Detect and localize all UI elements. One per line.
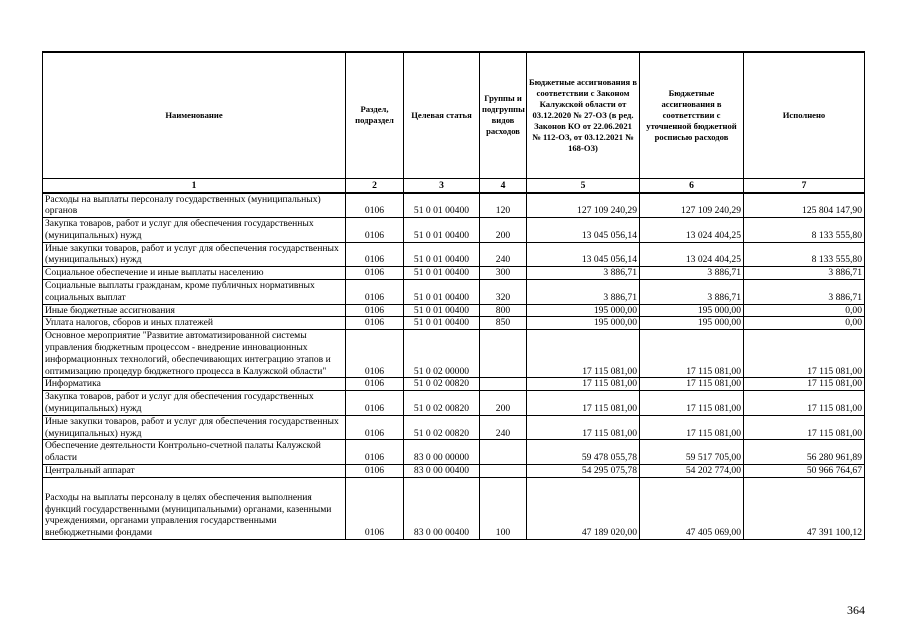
row-group: 200 — [480, 391, 527, 416]
header-law-allocations: Бюджетные ассигнования в соответствии с Законом Калужской области от 03.12.2020 № 27-ОЗ (в ред. Законов КО от 22.06.2021 № 112-ОЗ, от 03.12.2021 № 168-ОЗ) — [527, 52, 640, 178]
row-law: 195 000,00 — [527, 304, 640, 317]
row-section: 0106 — [346, 391, 404, 416]
row-section: 0106 — [346, 242, 404, 267]
row-target: 51 0 01 00400 — [404, 317, 480, 330]
row-name: Социальное обеспечение и иные выплаты населению — [43, 267, 346, 280]
row-group: 800 — [480, 304, 527, 317]
column-number: 6 — [640, 178, 744, 193]
row-name: Основное мероприятие "Развитие автоматизированной системы управления бюджетным процессом - внедрение инновационных информационных технологий, обеспечивающих интеграцию этапов и оптимизацию процедур бюджетного процесса в Калужской области" — [43, 330, 346, 378]
row-group: 850 — [480, 317, 527, 330]
row-done: 3 886,71 — [744, 267, 865, 280]
row-section: 0106 — [346, 317, 404, 330]
table-row — [43, 330, 865, 378]
row-done: 3 886,71 — [744, 280, 865, 305]
column-number: 2 — [346, 178, 404, 193]
row-law: 47 189 020,00 — [527, 477, 640, 539]
row-name: Расходы на выплаты персоналу в целях обеспечения выполнения функций государственными (муниципальными) органами, казенными учреждениями, органами управления государственными внебюджетными фондами — [43, 477, 346, 539]
row-done: 17 115 081,00 — [744, 391, 865, 416]
table-row — [43, 242, 865, 267]
header-group: Группы и подгруппы видов расходов — [480, 52, 527, 178]
row-roster: 3 886,71 — [640, 280, 744, 305]
table-row — [43, 378, 865, 391]
row-roster: 127 109 240,29 — [640, 193, 744, 218]
row-done: 8 133 555,80 — [744, 218, 865, 243]
row-done: 47 391 100,12 — [744, 477, 865, 539]
table-row — [43, 317, 865, 330]
row-done: 0,00 — [744, 304, 865, 317]
row-law: 3 886,71 — [527, 267, 640, 280]
row-name: Закупка товаров, работ и услуг для обеспечения государственных (муниципальных) нужд — [43, 218, 346, 243]
table-row — [43, 465, 865, 478]
row-roster: 54 202 774,00 — [640, 465, 744, 478]
row-law: 17 115 081,00 — [527, 378, 640, 391]
row-target: 83 0 00 00400 — [404, 477, 480, 539]
row-group — [480, 465, 527, 478]
row-roster: 47 405 069,00 — [640, 477, 744, 539]
row-section: 0106 — [346, 304, 404, 317]
row-roster: 195 000,00 — [640, 304, 744, 317]
row-section: 0106 — [346, 218, 404, 243]
row-done: 17 115 081,00 — [744, 378, 865, 391]
header-name: Наименование — [43, 52, 346, 178]
row-section: 0106 — [346, 415, 404, 440]
row-name: Расходы на выплаты персоналу государственных (муниципальных) органов — [43, 193, 346, 218]
table-row — [43, 440, 865, 465]
table-row — [43, 304, 865, 317]
table-row — [43, 193, 865, 218]
row-law: 127 109 240,29 — [527, 193, 640, 218]
table-row — [43, 477, 865, 539]
row-target: 51 0 01 00400 — [404, 304, 480, 317]
row-done: 17 115 081,00 — [744, 415, 865, 440]
column-number: 5 — [527, 178, 640, 193]
row-done: 0,00 — [744, 317, 865, 330]
row-group: 320 — [480, 280, 527, 305]
row-group — [480, 378, 527, 391]
row-target: 51 0 02 00820 — [404, 415, 480, 440]
table-row — [43, 280, 865, 305]
row-group: 300 — [480, 267, 527, 280]
row-roster: 17 115 081,00 — [640, 330, 744, 378]
row-target: 51 0 02 00000 — [404, 330, 480, 378]
row-roster: 17 115 081,00 — [640, 415, 744, 440]
row-group: 240 — [480, 242, 527, 267]
header-target: Целевая статья — [404, 52, 480, 178]
table-row — [43, 391, 865, 416]
row-law: 59 478 055,78 — [527, 440, 640, 465]
row-name: Уплата налогов, сборов и иных платежей — [43, 317, 346, 330]
table-row — [43, 415, 865, 440]
row-section: 0106 — [346, 378, 404, 391]
row-section: 0106 — [346, 280, 404, 305]
row-section: 0106 — [346, 477, 404, 539]
row-target: 51 0 02 00820 — [404, 378, 480, 391]
row-target: 51 0 01 00400 — [404, 218, 480, 243]
row-name: Информатика — [43, 378, 346, 391]
header-section: Раздел, подраздел — [346, 52, 404, 178]
row-group: 100 — [480, 477, 527, 539]
row-name: Иные бюджетные ассигнования — [43, 304, 346, 317]
row-law: 17 115 081,00 — [527, 415, 640, 440]
row-done: 17 115 081,00 — [744, 330, 865, 378]
row-target: 51 0 01 00400 — [404, 267, 480, 280]
row-target: 51 0 01 00400 — [404, 193, 480, 218]
row-section: 0106 — [346, 330, 404, 378]
row-target: 83 0 00 00400 — [404, 465, 480, 478]
row-target: 51 0 01 00400 — [404, 280, 480, 305]
row-name: Обеспечение деятельности Контрольно-счетной палаты Калужской области — [43, 440, 346, 465]
row-section: 0106 — [346, 267, 404, 280]
budget-table — [42, 51, 865, 540]
table-row — [43, 267, 865, 280]
column-number: 3 — [404, 178, 480, 193]
row-name: Закупка товаров, работ и услуг для обеспечения государственных (муниципальных) нужд — [43, 391, 346, 416]
row-name: Иные закупки товаров, работ и услуг для обеспечения государственных (муниципальных) нужд — [43, 242, 346, 267]
row-roster: 3 886,71 — [640, 267, 744, 280]
row-group: 120 — [480, 193, 527, 218]
row-law: 13 045 056,14 — [527, 242, 640, 267]
table-row — [43, 218, 865, 243]
row-target: 83 0 00 00000 — [404, 440, 480, 465]
row-roster: 195 000,00 — [640, 317, 744, 330]
page-number: 364 — [847, 603, 865, 617]
row-target: 51 0 01 00400 — [404, 242, 480, 267]
row-roster: 13 024 404,25 — [640, 242, 744, 267]
column-number: 4 — [480, 178, 527, 193]
row-done: 8 133 555,80 — [744, 242, 865, 267]
row-group: 200 — [480, 218, 527, 243]
row-law: 195 000,00 — [527, 317, 640, 330]
column-number: 7 — [744, 178, 865, 193]
row-group: 240 — [480, 415, 527, 440]
row-law: 54 295 075,78 — [527, 465, 640, 478]
header-roster-allocations: Бюджетные ассигнования в соответствии с уточненной бюджетной росписью расходов — [640, 52, 744, 178]
row-law: 3 886,71 — [527, 280, 640, 305]
row-law: 13 045 056,14 — [527, 218, 640, 243]
row-roster: 59 517 705,00 — [640, 440, 744, 465]
header-executed: Исполнено — [744, 52, 865, 178]
row-name: Социальные выплаты гражданам, кроме публичных нормативных социальных выплат — [43, 280, 346, 305]
row-law: 17 115 081,00 — [527, 330, 640, 378]
row-roster: 13 024 404,25 — [640, 218, 744, 243]
row-roster: 17 115 081,00 — [640, 378, 744, 391]
row-done: 50 966 764,67 — [744, 465, 865, 478]
column-number-row — [43, 178, 865, 193]
row-section: 0106 — [346, 465, 404, 478]
row-name: Центральный аппарат — [43, 465, 346, 478]
row-done: 56 280 961,89 — [744, 440, 865, 465]
row-section: 0106 — [346, 440, 404, 465]
row-group — [480, 440, 527, 465]
row-section: 0106 — [346, 193, 404, 218]
row-roster: 17 115 081,00 — [640, 391, 744, 416]
row-name: Иные закупки товаров, работ и услуг для обеспечения государственных (муниципальных) нужд — [43, 415, 346, 440]
row-law: 17 115 081,00 — [527, 391, 640, 416]
header-row — [43, 52, 865, 178]
column-number: 1 — [43, 178, 346, 193]
row-done: 125 804 147,90 — [744, 193, 865, 218]
row-group — [480, 330, 527, 378]
row-target: 51 0 02 00820 — [404, 391, 480, 416]
